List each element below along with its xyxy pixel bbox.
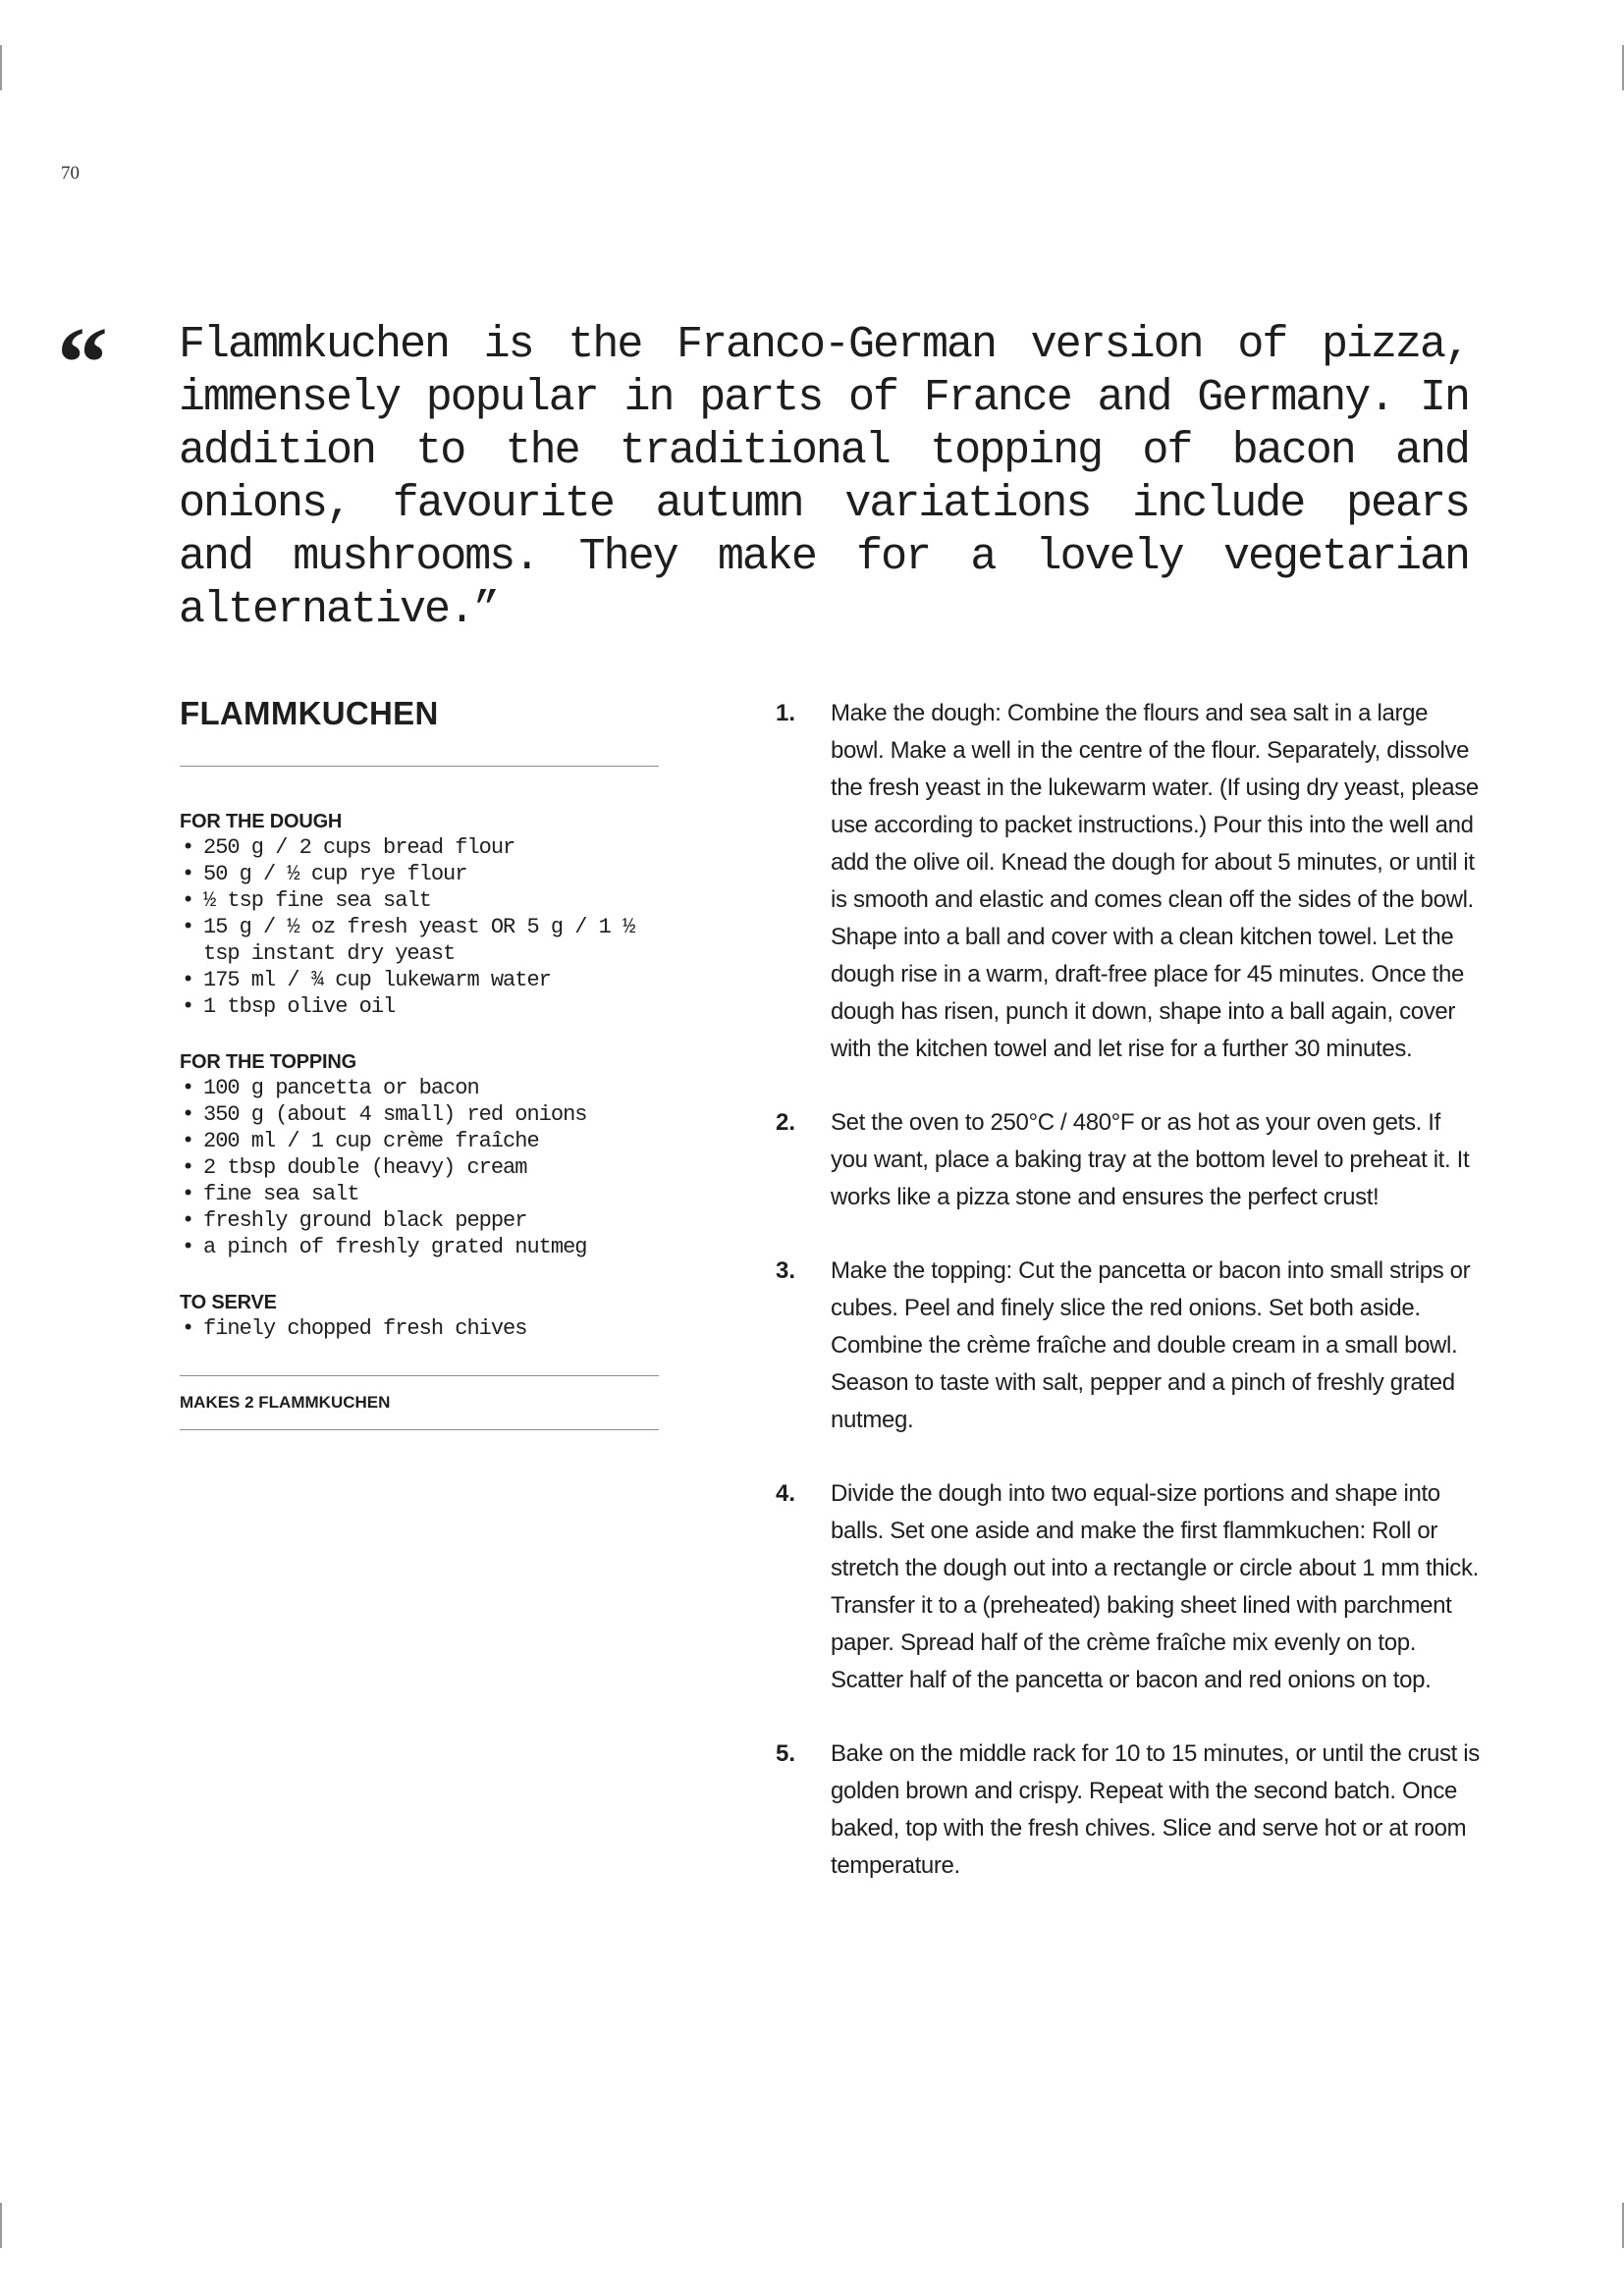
step-text: Divide the dough into two equal-size portions and shape into balls. Set one aside and make the first flammkuchen: Roll or stretch the dough out into a rectangle or circle about 1 mm thick. Transfer it to a (preheated) baking sheet lined with parchment paper. Spread half of the crème fraîche mix evenly on top. Scatter half of the pancetta or bacon and red onions on top. <box>831 1480 1479 1693</box>
step-item <box>776 1104 1483 1216</box>
ingredient-list <box>180 1315 659 1342</box>
ingredients-panel <box>180 695 659 1430</box>
yield-label: MAKES 2 FLAMMKUCHEN <box>180 1393 391 1412</box>
step-number: 1. <box>776 700 796 726</box>
ingredient-item: • fine sea salt <box>180 1181 659 1207</box>
step-item <box>776 695 1483 1068</box>
method-steps <box>776 695 1483 1921</box>
step-number: 4. <box>776 1480 796 1507</box>
divider <box>180 1429 659 1430</box>
section-heading: TO SERVE <box>180 1292 277 1313</box>
page-number: 70 <box>61 163 80 184</box>
divider <box>180 766 659 767</box>
ingredient-item: • 250 g / 2 cups bread flour <box>180 834 659 861</box>
yield-block <box>180 1375 659 1430</box>
crop-mark-bottom-left <box>0 2203 2 2248</box>
section-heading: FOR THE TOPPING <box>180 1051 356 1073</box>
serve-section <box>180 1290 659 1342</box>
ingredient-item: • 175 ml / ¾ cup lukewarm water <box>180 967 659 993</box>
step-text: Make the dough: Combine the flours and sea salt in a large bowl. Make a well in the centre of the flour. Separately, dissolve the fresh yeast in the lukewarm water. (If using dry yeast, please use according to packet instructions.) Pour this into the well and add the olive oil. Knead the dough for about 5 minutes, or until it is smooth and elastic and comes clean off the sides of the bowl. Shape into a ball and cover with a clean kitchen towel. Let the dough rise in a warm, draft-free place for 45 minutes. Once the dough has risen, punch it down, shape into a ball again, cover with the kitchen towel and let rise for a further 30 minutes. <box>831 700 1479 1062</box>
ingredient-item: • 350 g (about 4 small) red onions <box>180 1101 659 1128</box>
ingredient-item: • a pinch of freshly grated nutmeg <box>180 1234 659 1260</box>
intro-quote: Flammkuchen is the Franco-German version of pizza, immensely popular in parts of France and Germany. In addition to the traditional topping of bacon and onions, favourite autumn variations include pears and mushrooms. They make for a lovely vegetarian alternative.” <box>179 320 1469 635</box>
step-text: Set the oven to 250°C / 480°F or as hot as your oven gets. If you want, place a baking tray at the bottom level to preheat it. It works like a pizza stone and ensures the perfect crust! <box>831 1109 1470 1210</box>
step-number: 5. <box>776 1740 796 1767</box>
ingredient-item: • finely chopped fresh chives <box>180 1315 659 1342</box>
ingredient-item: • 15 g / ½ oz fresh yeast OR 5 g / 1 ½ tsp instant dry yeast <box>180 914 659 967</box>
section-heading: FOR THE DOUGH <box>180 811 343 832</box>
ingredient-item: • 1 tbsp olive oil <box>180 993 659 1020</box>
ingredient-list <box>180 834 659 1020</box>
step-text: Make the topping: Cut the pancetta or bacon into small strips or cubes. Peel and finely slice the red onions. Set both aside. Combine the crème fraîche and double cream in a small bowl. Season to taste with salt, pepper and a pinch of freshly grated nutmeg. <box>831 1257 1471 1433</box>
step-item <box>776 1735 1483 1885</box>
ingredient-item: • freshly ground black pepper <box>180 1207 659 1234</box>
quote-mark-icon: “ <box>57 306 108 419</box>
ingredient-item: • 2 tbsp double (heavy) cream <box>180 1154 659 1181</box>
step-text: Bake on the middle rack for 10 to 15 minutes, or until the crust is golden brown and crispy. Repeat with the second batch. Once baked, top with the fresh chives. Slice and serve hot or at room temperature. <box>831 1740 1480 1879</box>
ingredient-item: • 100 g pancetta or bacon <box>180 1075 659 1101</box>
topping-section <box>180 1049 659 1260</box>
ingredient-item: • 200 ml / 1 cup crème fraîche <box>180 1128 659 1154</box>
crop-mark-top-left <box>0 45 2 90</box>
ingredient-item: • 50 g / ½ cup rye flour <box>180 861 659 887</box>
step-item <box>776 1253 1483 1439</box>
step-number: 3. <box>776 1257 796 1284</box>
dough-section <box>180 809 659 1020</box>
step-item <box>776 1475 1483 1699</box>
ingredient-item: • ½ tsp fine sea salt <box>180 887 659 914</box>
step-number: 2. <box>776 1109 796 1136</box>
recipe-title: FLAMMKUCHEN <box>180 695 439 731</box>
ingredient-list <box>180 1075 659 1260</box>
